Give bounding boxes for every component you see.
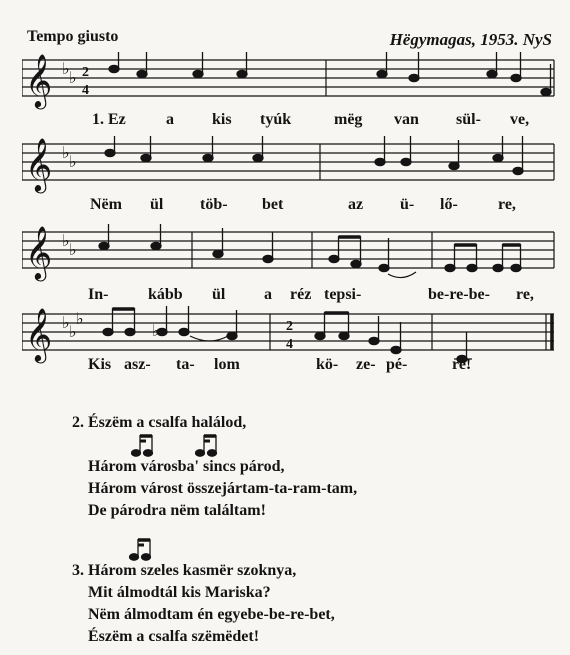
- note: [263, 255, 273, 262]
- lyric-syllable: be-re-be-: [428, 286, 490, 303]
- music-staff-2: [22, 136, 558, 194]
- lyric-syllable: töb-: [200, 196, 228, 213]
- svg-text:2: 2: [82, 65, 89, 80]
- lyric-syllable: 1. Ez: [92, 111, 126, 128]
- lyric-syllable: re,: [498, 196, 516, 213]
- note: [227, 332, 237, 339]
- note: [109, 65, 119, 72]
- note: [193, 70, 203, 77]
- lyric-syllable: kö-: [316, 356, 339, 373]
- verse-2: [72, 412, 358, 522]
- note: [409, 74, 419, 81]
- verse-line: De párodra nëm találtam!: [88, 502, 266, 519]
- lyric-syllable: Nëm: [90, 196, 122, 213]
- note: [141, 154, 151, 161]
- lyric-syllable: lom: [214, 356, 240, 373]
- note: [137, 70, 147, 77]
- rhythm-figure: [128, 536, 168, 562]
- lyric-syllable: tepsi-: [324, 286, 362, 303]
- verse-line: Három városba' sincs párod,: [88, 458, 285, 475]
- lyric-syllable: In-: [88, 286, 109, 303]
- verse-line: Három várost összejártam-ta-ram-tam,: [88, 480, 358, 497]
- lyrics-line-1: [0, 111, 570, 133]
- lyric-syllable: a: [264, 286, 272, 303]
- svg-text:4: 4: [286, 337, 293, 352]
- svg-text:♭: ♭: [69, 242, 77, 259]
- lyric-syllable: pé-: [386, 356, 408, 373]
- lyric-syllable: az: [348, 196, 364, 213]
- lyric-syllable: ül: [150, 196, 164, 213]
- lyric-syllable: asz-: [124, 356, 151, 373]
- svg-text:♭: ♭: [76, 311, 84, 328]
- lyric-syllable: re,: [516, 286, 534, 303]
- lyric-syllable: kis: [212, 111, 232, 128]
- source-attribution: Hëgymagas, 1953. NyS: [389, 30, 552, 49]
- note: [369, 337, 379, 344]
- music-staff-1: [22, 52, 558, 110]
- verse-line: 3. Három szeles kasmër szoknya,: [72, 562, 297, 579]
- note: [541, 88, 551, 95]
- note: [391, 346, 401, 353]
- lyrics-line-3: [0, 286, 570, 308]
- lyric-syllable: réz: [290, 286, 312, 303]
- lyric-syllable: sül-: [456, 111, 481, 128]
- note: [401, 158, 411, 165]
- lyrics-line-2: [0, 196, 570, 218]
- lyric-syllable: re!: [452, 356, 472, 373]
- verse-line: Észëm a csalfa szëmëdet!: [88, 628, 260, 645]
- lyric-syllable: ü-: [400, 196, 415, 213]
- svg-text:♭: ♭: [69, 70, 77, 87]
- note: [449, 162, 459, 169]
- treble-clef-icon: 𝄞: [25, 307, 53, 361]
- note: [445, 264, 455, 271]
- treble-clef-icon: 𝄞: [25, 53, 53, 107]
- verse-line: 2. Észëm a csalfa halálod,: [72, 414, 247, 431]
- lyric-syllable: lő-: [440, 196, 458, 213]
- note: [493, 154, 503, 161]
- svg-text:♭: ♭: [62, 145, 70, 162]
- lyric-syllable: kább: [148, 286, 183, 303]
- lyric-syllable: a: [166, 111, 174, 128]
- svg-text:♭: ♭: [69, 324, 77, 341]
- lyric-syllable: ze-: [356, 356, 376, 373]
- svg-text:♭: ♭: [62, 315, 70, 332]
- lyric-syllable: Kis: [88, 356, 112, 373]
- svg-text:2: 2: [286, 319, 293, 334]
- note: [125, 328, 135, 335]
- note: [487, 70, 497, 77]
- note: [237, 70, 247, 77]
- svg-text:♭: ♭: [152, 323, 160, 340]
- note: [375, 158, 385, 165]
- note: [315, 332, 325, 339]
- verse-line: Mit álmodtál kis Mariska?: [88, 584, 271, 601]
- svg-text:4: 4: [82, 83, 89, 98]
- lyric-syllable: ve,: [510, 111, 530, 128]
- treble-clef-icon: 𝄞: [25, 225, 53, 279]
- note: [99, 242, 109, 249]
- note: [351, 260, 361, 267]
- note: [329, 255, 339, 262]
- note: [467, 264, 477, 271]
- verse-3: [72, 560, 335, 648]
- treble-clef-icon: 𝄞: [25, 137, 53, 191]
- note: [151, 242, 161, 249]
- lyric-syllable: tyúk: [260, 111, 292, 128]
- note: [513, 167, 523, 174]
- lyrics-line-4: [0, 356, 570, 378]
- note: [377, 70, 387, 77]
- svg-text:♭: ♭: [62, 233, 70, 250]
- note: [253, 154, 263, 161]
- note: [511, 74, 521, 81]
- lyric-syllable: ta-: [176, 356, 195, 373]
- lyric-syllable: bet: [262, 196, 284, 213]
- note: [493, 264, 503, 271]
- note: [379, 264, 389, 271]
- note: [179, 328, 189, 335]
- lyric-syllable: mëg: [334, 111, 363, 128]
- note: [103, 328, 113, 335]
- tempo-marking: Tempo giusto: [27, 28, 119, 45]
- note: [339, 332, 349, 339]
- lyric-syllable: ül: [212, 286, 226, 303]
- music-staff-3: [22, 224, 558, 282]
- svg-text:♭: ♭: [62, 61, 70, 78]
- svg-text:♭: ♭: [69, 154, 77, 171]
- note: [213, 250, 223, 257]
- verse-line: Nëm álmodtam én egyebe-be-re-bet,: [88, 606, 335, 623]
- note: [203, 154, 213, 161]
- note: [511, 264, 521, 271]
- note: [105, 149, 115, 156]
- lyric-syllable: van: [394, 111, 419, 128]
